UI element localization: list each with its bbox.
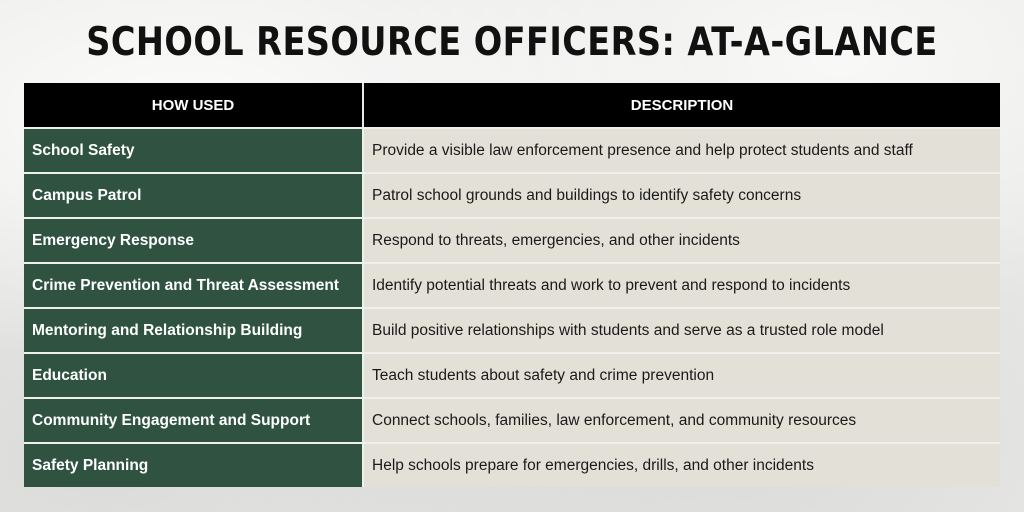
table-row	[24, 307, 1000, 352]
description-cell: Connect schools, families, law enforcement, and community resources	[364, 397, 1000, 442]
description-cell: Build positive relationships with students and serve as a trusted role model	[364, 307, 1000, 352]
how-used-cell: School Safety	[24, 127, 364, 172]
how-used-cell: Emergency Response	[24, 217, 364, 262]
table-row	[24, 442, 1000, 487]
description-cell: Patrol school grounds and buildings to identify safety concerns	[364, 172, 1000, 217]
how-used-cell: Safety Planning	[24, 442, 364, 487]
table-row	[24, 127, 1000, 172]
table-row	[24, 352, 1000, 397]
table-row	[24, 172, 1000, 217]
table-row	[24, 217, 1000, 262]
column-header-how-used: HOW USED	[24, 83, 364, 127]
description-cell: Help schools prepare for emergencies, drills, and other incidents	[364, 442, 1000, 487]
description-cell: Teach students about safety and crime prevention	[364, 352, 1000, 397]
how-used-cell: Crime Prevention and Threat Assessment	[24, 262, 364, 307]
how-used-cell: Campus Patrol	[24, 172, 364, 217]
table-header-row	[24, 83, 1000, 127]
column-header-description: DESCRIPTION	[364, 83, 1000, 127]
description-cell: Identify potential threats and work to prevent and respond to incidents	[364, 262, 1000, 307]
page-title: SCHOOL RESOURCE OFFICERS: AT-A-GLANCE	[86, 20, 938, 65]
table-row	[24, 397, 1000, 442]
table-row	[24, 262, 1000, 307]
how-used-cell: Education	[24, 352, 364, 397]
how-used-cell: Community Engagement and Support	[24, 397, 364, 442]
description-cell: Respond to threats, emergencies, and other incidents	[364, 217, 1000, 262]
how-used-cell: Mentoring and Relationship Building	[24, 307, 364, 352]
description-cell: Provide a visible law enforcement presence and help protect students and staff	[364, 127, 1000, 172]
at-a-glance-table	[24, 83, 1000, 487]
